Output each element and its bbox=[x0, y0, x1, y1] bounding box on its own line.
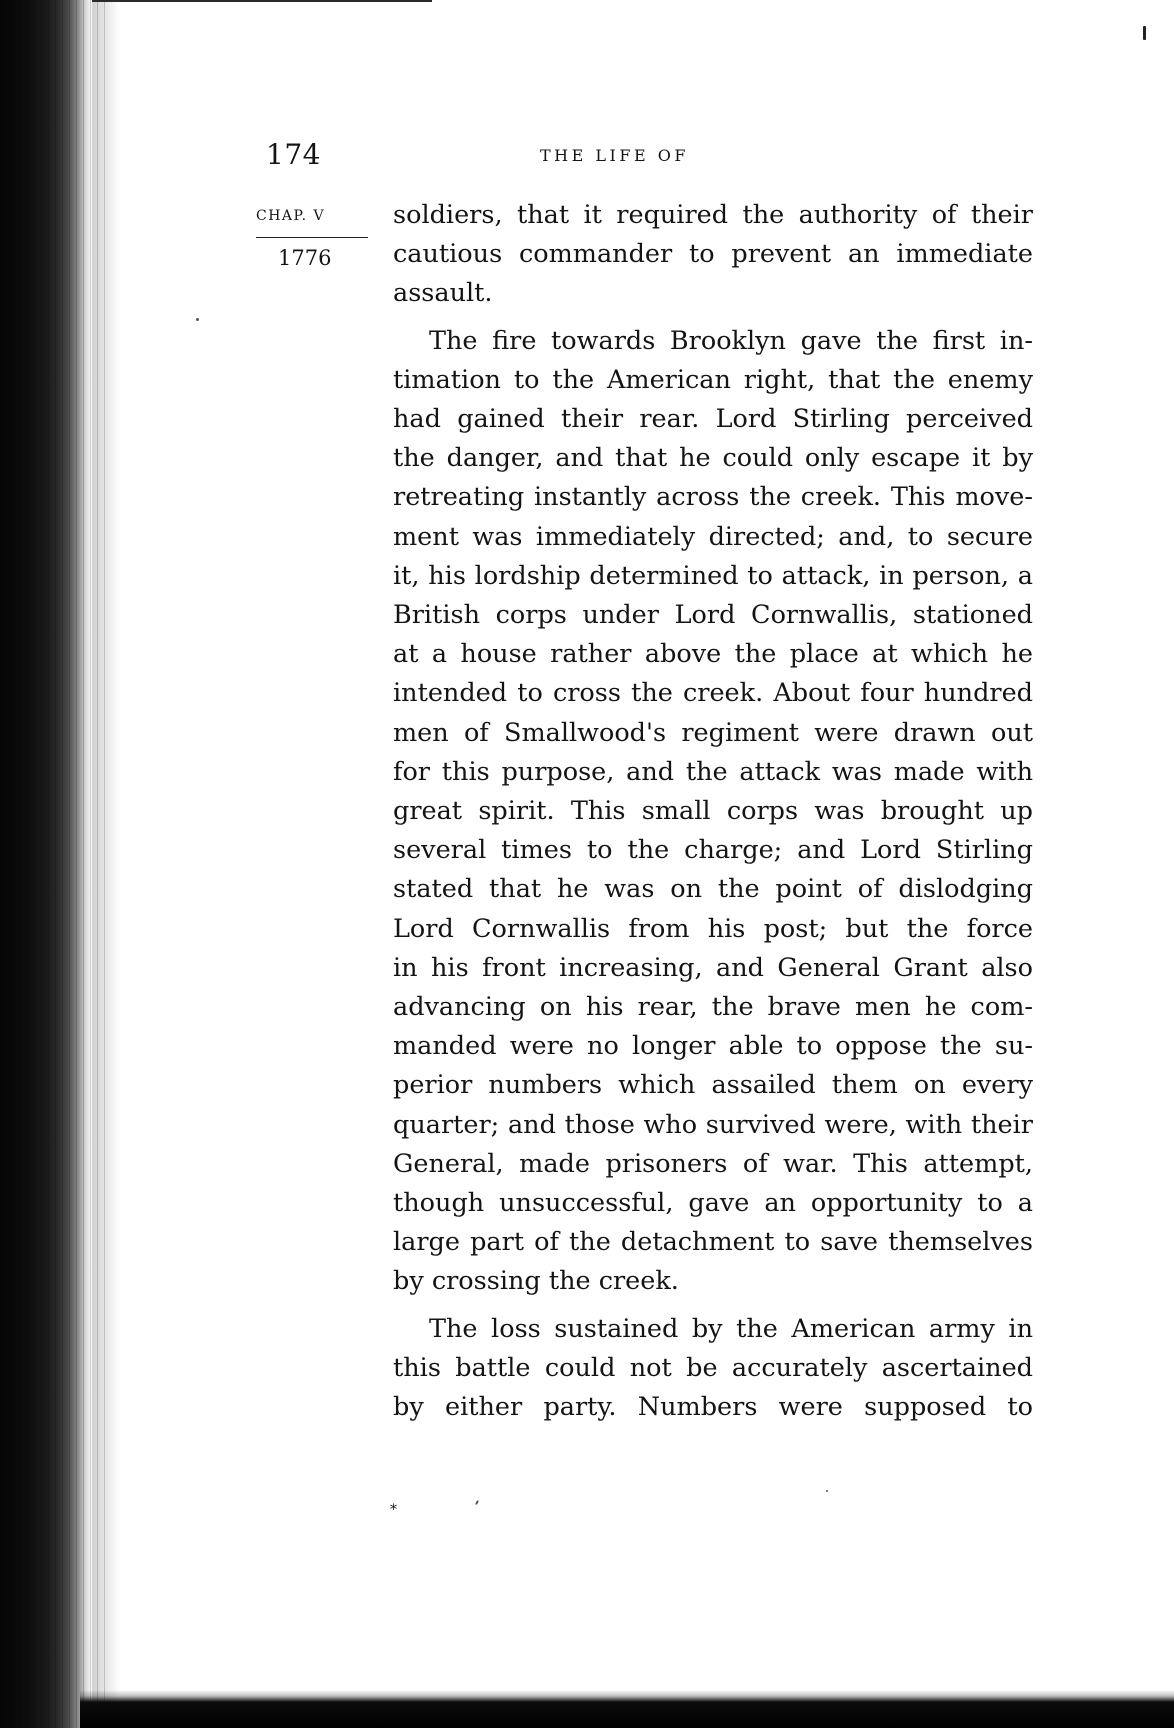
text-line: perior numbers which assailed them on every bbox=[393, 1070, 1033, 1101]
text-line: stated that he was on the point of dislodging bbox=[393, 874, 1033, 905]
scan-mark bbox=[1143, 26, 1146, 40]
page-top-edge bbox=[92, 0, 432, 14]
text-line: the danger, and that he could only escape it by bbox=[393, 443, 1033, 474]
text-line: by crossing the creek. bbox=[393, 1266, 679, 1297]
binding-fade bbox=[92, 0, 120, 1728]
paragraph-gap bbox=[393, 1302, 1033, 1310]
scan-speck bbox=[196, 318, 199, 321]
text-line: retreating instantly across the creek. This move- bbox=[393, 482, 1033, 513]
margin-chapter-note: CHAP. V bbox=[256, 208, 326, 224]
page-bottom-shadow bbox=[80, 1690, 1174, 1728]
scan-speck bbox=[826, 1490, 828, 1492]
running-head: THE LIFE OF bbox=[540, 146, 689, 165]
text-line: manded were no longer able to oppose the su- bbox=[393, 1031, 1033, 1062]
text-line: intended to cross the creek. About four hundred bbox=[393, 678, 1033, 709]
text-line: The fire towards Brooklyn gave the first in- bbox=[429, 325, 1033, 356]
scan-speck bbox=[475, 1500, 479, 1505]
text-line: for this purpose, and the attack was made with bbox=[393, 756, 1033, 787]
text-line: it, his lordship determined to attack, in person, a bbox=[393, 560, 1033, 591]
text-line: ment was immediately directed; and, to secure bbox=[393, 521, 1033, 552]
text-line: assault. bbox=[393, 278, 493, 309]
text-line: Lord Cornwallis from his post; but the force bbox=[393, 913, 1033, 944]
text-line: had gained their rear. Lord Stirling perceived bbox=[393, 404, 1033, 435]
body-text bbox=[393, 196, 1033, 1427]
text-line: General, made prisoners of war. This attempt, bbox=[393, 1148, 1033, 1179]
text-line: at a house rather above the place at which he bbox=[393, 639, 1033, 670]
text-line: British corps under Lord Cornwallis, stationed bbox=[393, 600, 1033, 631]
text-line: by either party. Numbers were supposed to bbox=[393, 1392, 1033, 1423]
text-line: this battle could not be accurately ascertained bbox=[393, 1352, 1033, 1383]
text-line: timation to the American right, that the enemy bbox=[393, 364, 1033, 395]
text-line: large part of the detachment to save themselves bbox=[393, 1227, 1033, 1258]
footer-mark: * bbox=[390, 1502, 397, 1518]
margin-rule bbox=[256, 237, 368, 238]
text-line: several times to the charge; and Lord Stirling bbox=[393, 835, 1033, 866]
text-line: soldiers, that it required the authority of their bbox=[393, 200, 1033, 230]
text-line: though unsuccessful, gave an opportunity to a bbox=[393, 1188, 1033, 1219]
paragraph-gap bbox=[393, 314, 1033, 322]
text-line: in his front increasing, and General Grant also bbox=[393, 952, 1033, 983]
page-number: 174 bbox=[266, 138, 321, 171]
margin-year-note: 1776 bbox=[278, 246, 332, 270]
text-line: The loss sustained by the American army in bbox=[429, 1313, 1033, 1344]
text-line: quarter; and those who survived were, with their bbox=[393, 1109, 1033, 1140]
text-line: great spirit. This small corps was brought up bbox=[393, 796, 1033, 827]
text-line: cautious commander to prevent an immediate bbox=[393, 239, 1033, 270]
text-line: advancing on his rear, the brave men he com- bbox=[393, 992, 1033, 1023]
text-line: men of Smallwood's regiment were drawn out bbox=[393, 717, 1033, 748]
